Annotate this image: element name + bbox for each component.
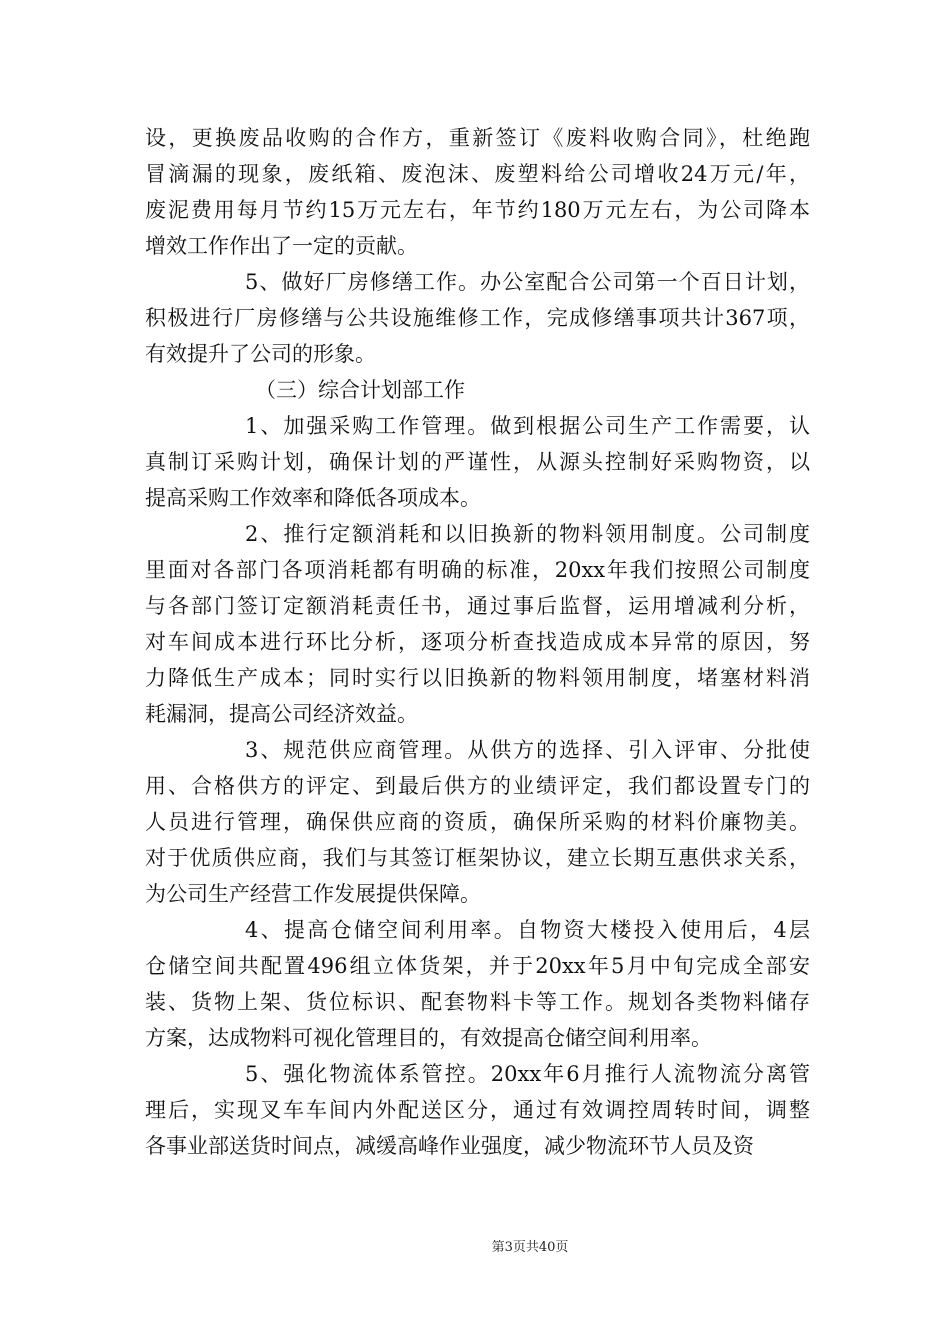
- paragraph: [145, 732, 810, 912]
- text-line: 对于优质供应商，我们与其签订框架协议，建立长期互惠供求关系，: [145, 846, 810, 870]
- text-line: 力降低生产成本；同时实行以旧换新的物料领用制度，堵塞材料消: [145, 666, 810, 690]
- document-body: [145, 120, 810, 1164]
- text-line: 设，更换废品收购的合作方，重新签订《废料收购合同》，杜绝跑: [145, 126, 810, 150]
- text-line: 1、加强采购工作管理。做到根据公司生产工作需要，认: [245, 414, 810, 438]
- text-line: 对车间成本进行环比分析，逐项分析查找造成成本异常的原因，努: [145, 630, 810, 654]
- text-line: 为公司生产经营工作发展提供保障。: [145, 882, 481, 906]
- paragraph: [145, 1056, 810, 1164]
- page-footer: [0, 1236, 950, 1255]
- text-line: 增效工作作出了一定的贡献。: [145, 234, 418, 258]
- text-line: 3、规范供应商管理。从供方的选择、引入评审、分批使: [245, 738, 810, 762]
- text-line: 里面对各部门各项消耗都有明确的标准，20xx年我们按照公司制度: [145, 558, 810, 582]
- text-line: 装、货物上架、货位标识、配套物料卡等工作。规划各类物料储存: [145, 990, 810, 1014]
- text-line: 有效提升了公司的形象。: [145, 342, 376, 366]
- text-line: 用、合格供方的评定、到最后供方的业绩评定，我们都设置专门的: [145, 774, 810, 798]
- paragraph: [145, 120, 810, 264]
- section-heading: [145, 372, 810, 408]
- text-line: 与各部门签订定额消耗责任书，通过事后监督，运用增减利分析，: [145, 594, 810, 618]
- text-line: （三）综合计划部工作: [255, 378, 465, 402]
- paragraph: [145, 912, 810, 1056]
- text-line: 提高采购工作效率和降低各项成本。: [145, 486, 481, 510]
- text-line: 5、做好厂房修缮工作。办公室配合公司第一个百日计划，: [245, 270, 810, 294]
- text-line: 废泥费用每月节约15万元左右，年节约180万元左右，为公司降本: [145, 198, 810, 222]
- text-line: 各事业部送货时间点，减缓高峰作业强度，减少物流环节人员及资: [145, 1134, 754, 1158]
- text-line: 4、提高仓储空间利用率。自物资大楼投入使用后，4层: [245, 918, 810, 942]
- text-line: 仓储空间共配置496组立体货架，并于20xx年5月中旬完成全部安: [145, 954, 810, 978]
- paragraph: [145, 264, 810, 372]
- text-line: 积极进行厂房修缮与公共设施维修工作，完成修缮事项共计367项，: [145, 306, 810, 330]
- text-line: 人员进行管理，确保供应商的资质，确保所采购的材料价廉物美。: [145, 810, 810, 834]
- text-line: 理后，实现叉车车间内外配送区分，通过有效调控周转时间，调整: [145, 1098, 810, 1122]
- text-line: 耗漏洞，提高公司经济效益。: [145, 702, 418, 726]
- paragraph: [145, 516, 810, 732]
- text-line: 5、强化物流体系管控。20xx年6月推行人流物流分离管: [245, 1062, 810, 1086]
- text-line: 方案，达成物料可视化管理目的，有效提高仓储空间利用率。: [145, 1026, 712, 1050]
- text-line: 冒滴漏的现象，废纸箱、废泡沫、废塑料给公司增收24万元/年，: [145, 162, 810, 186]
- page-number: 第3页共40页: [491, 1240, 569, 1255]
- text-line: 真制订采购计划，确保计划的严谨性，从源头控制好采购物资，以: [145, 450, 810, 474]
- text-line: 2、推行定额消耗和以旧换新的物料领用制度。公司制度: [245, 522, 810, 546]
- paragraph: [145, 408, 810, 516]
